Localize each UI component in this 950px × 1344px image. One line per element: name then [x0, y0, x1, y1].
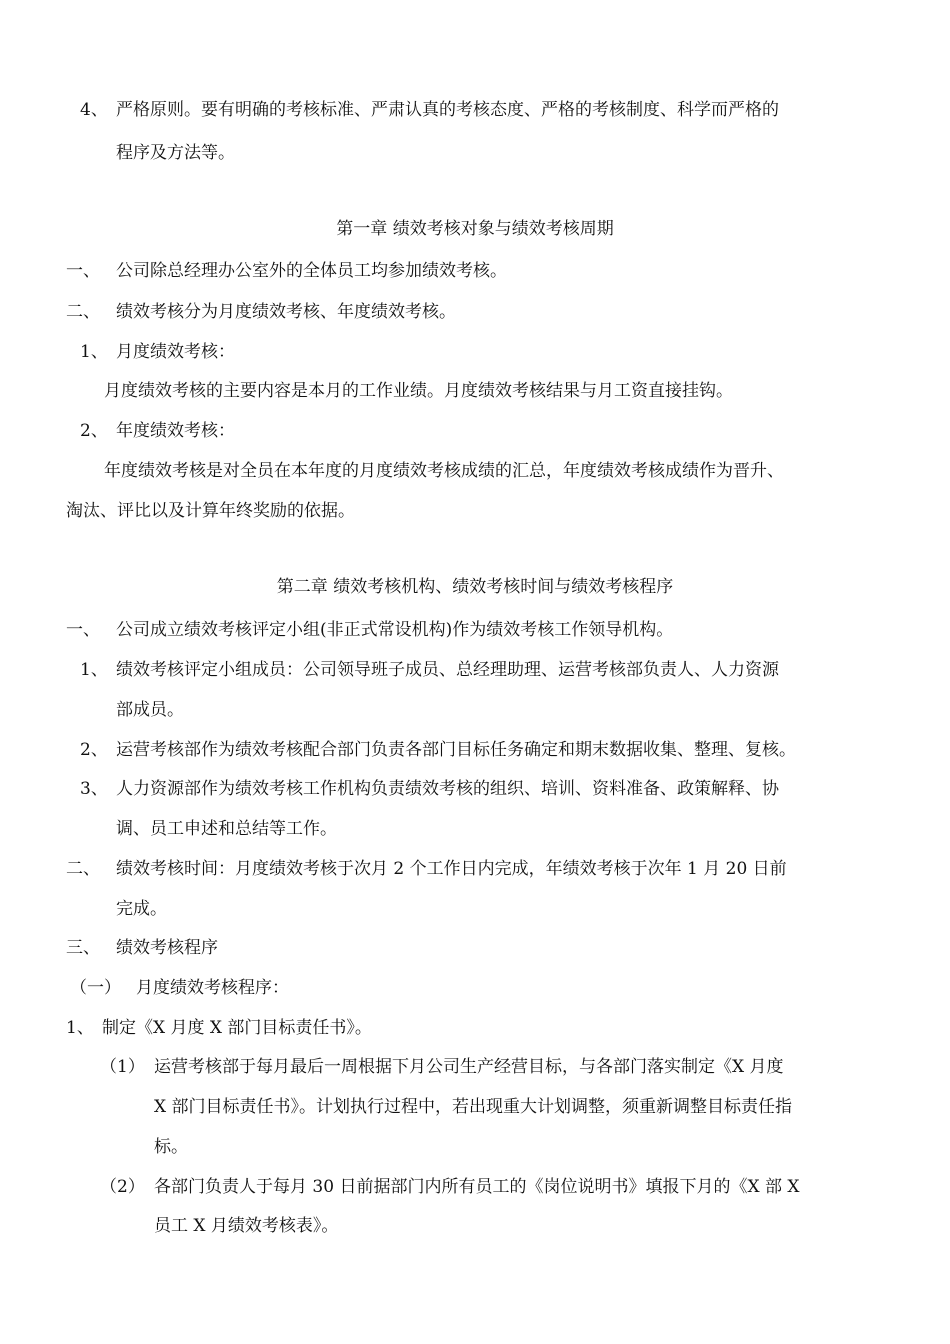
substep-number: （1）: [100, 1057, 145, 1077]
item-text: 人力资源部作为绩效考核工作机构负责绩效考核的组织、培训、资料准备、政策解释、协: [116, 779, 779, 799]
section-number: 二、: [66, 302, 100, 322]
section-number: 二、: [66, 859, 100, 879]
step-text: 制定《X 月度 X 部门目标责任书》。: [102, 1018, 372, 1038]
paragraph-line: 月度绩效考核的主要内容是本月的工作业绩。月度绩效考核结果与月工资直接挂钩。: [104, 381, 733, 401]
chapter-title: 第二章 绩效考核机构、绩效考核时间与绩效考核程序: [276, 577, 674, 597]
item-text: 调、员工申述和总结等工作。: [116, 819, 337, 839]
subsection-number: （一）: [70, 978, 121, 998]
substep-text: 员工 X 月绩效考核表》。: [154, 1216, 339, 1236]
item-text: 年度绩效考核：: [116, 421, 235, 441]
item-number: 1、: [80, 342, 108, 362]
step-number: 1、: [66, 1018, 94, 1038]
paragraph-line: 严格原则。要有明确的考核标准、严肃认真的考核态度、严格的考核制度、科学而严格的: [116, 100, 779, 120]
chapter-title: 第一章 绩效考核对象与绩效考核周期: [336, 219, 614, 239]
paragraph-line: 程序及方法等。: [116, 143, 235, 163]
substep-text: X 部门目标责任书》。计划执行过程中，若出现重大计划调整，须重新调整目标责任指: [154, 1097, 793, 1117]
section-text: 完成。: [116, 899, 167, 919]
section-text: 公司成立绩效考核评定小组(非正式常设机构)作为绩效考核工作领导机构。: [116, 620, 674, 640]
subsection-text: 月度绩效考核程序：: [136, 978, 289, 998]
substep-number: （2）: [100, 1177, 145, 1197]
section-text: 绩效考核程序: [116, 938, 218, 958]
item-text: 运营考核部作为绩效考核配合部门负责各部门目标任务确定和期末数据收集、整理、复核。: [116, 740, 796, 760]
substep-text: 各部门负责人于每月 30 日前据部门内所有员工的《岗位说明书》填报下月的《X 部 X: [154, 1177, 800, 1197]
section-text: 绩效考核时间：月度绩效考核于次月 2 个工作日内完成，年绩效考核于次年 1 月 20 日前: [116, 859, 787, 879]
section-number: 三、: [66, 938, 100, 958]
item-number: 2、: [80, 740, 108, 760]
section-text: 绩效考核分为月度绩效考核、年度绩效考核。: [116, 302, 456, 322]
section-text: 公司除总经理办公室外的全体员工均参加绩效考核。: [116, 261, 507, 281]
item-number: 2、: [80, 421, 108, 441]
item-text: 绩效考核评定小组成员：公司领导班子成员、总经理助理、运营考核部负责人、人力资源: [116, 660, 779, 680]
item-number: 4、: [80, 100, 108, 120]
substep-text: 标。: [154, 1137, 188, 1157]
section-number: 一、: [66, 261, 100, 281]
section-number: 一、: [66, 620, 100, 640]
item-text: 月度绩效考核：: [116, 342, 235, 362]
item-text: 部成员。: [116, 700, 184, 720]
substep-text: 运营考核部于每月最后一周根据下月公司生产经营目标，与各部门落实制定《X 月度: [154, 1057, 784, 1077]
item-number: 1、: [80, 660, 108, 680]
paragraph-line: 年度绩效考核是对全员在本年度的月度绩效考核成绩的汇总，年度绩效考核成绩作为晋升、: [104, 461, 784, 481]
item-number: 3、: [80, 779, 108, 799]
paragraph-line: 淘汰、评比以及计算年终奖励的依据。: [66, 501, 355, 521]
